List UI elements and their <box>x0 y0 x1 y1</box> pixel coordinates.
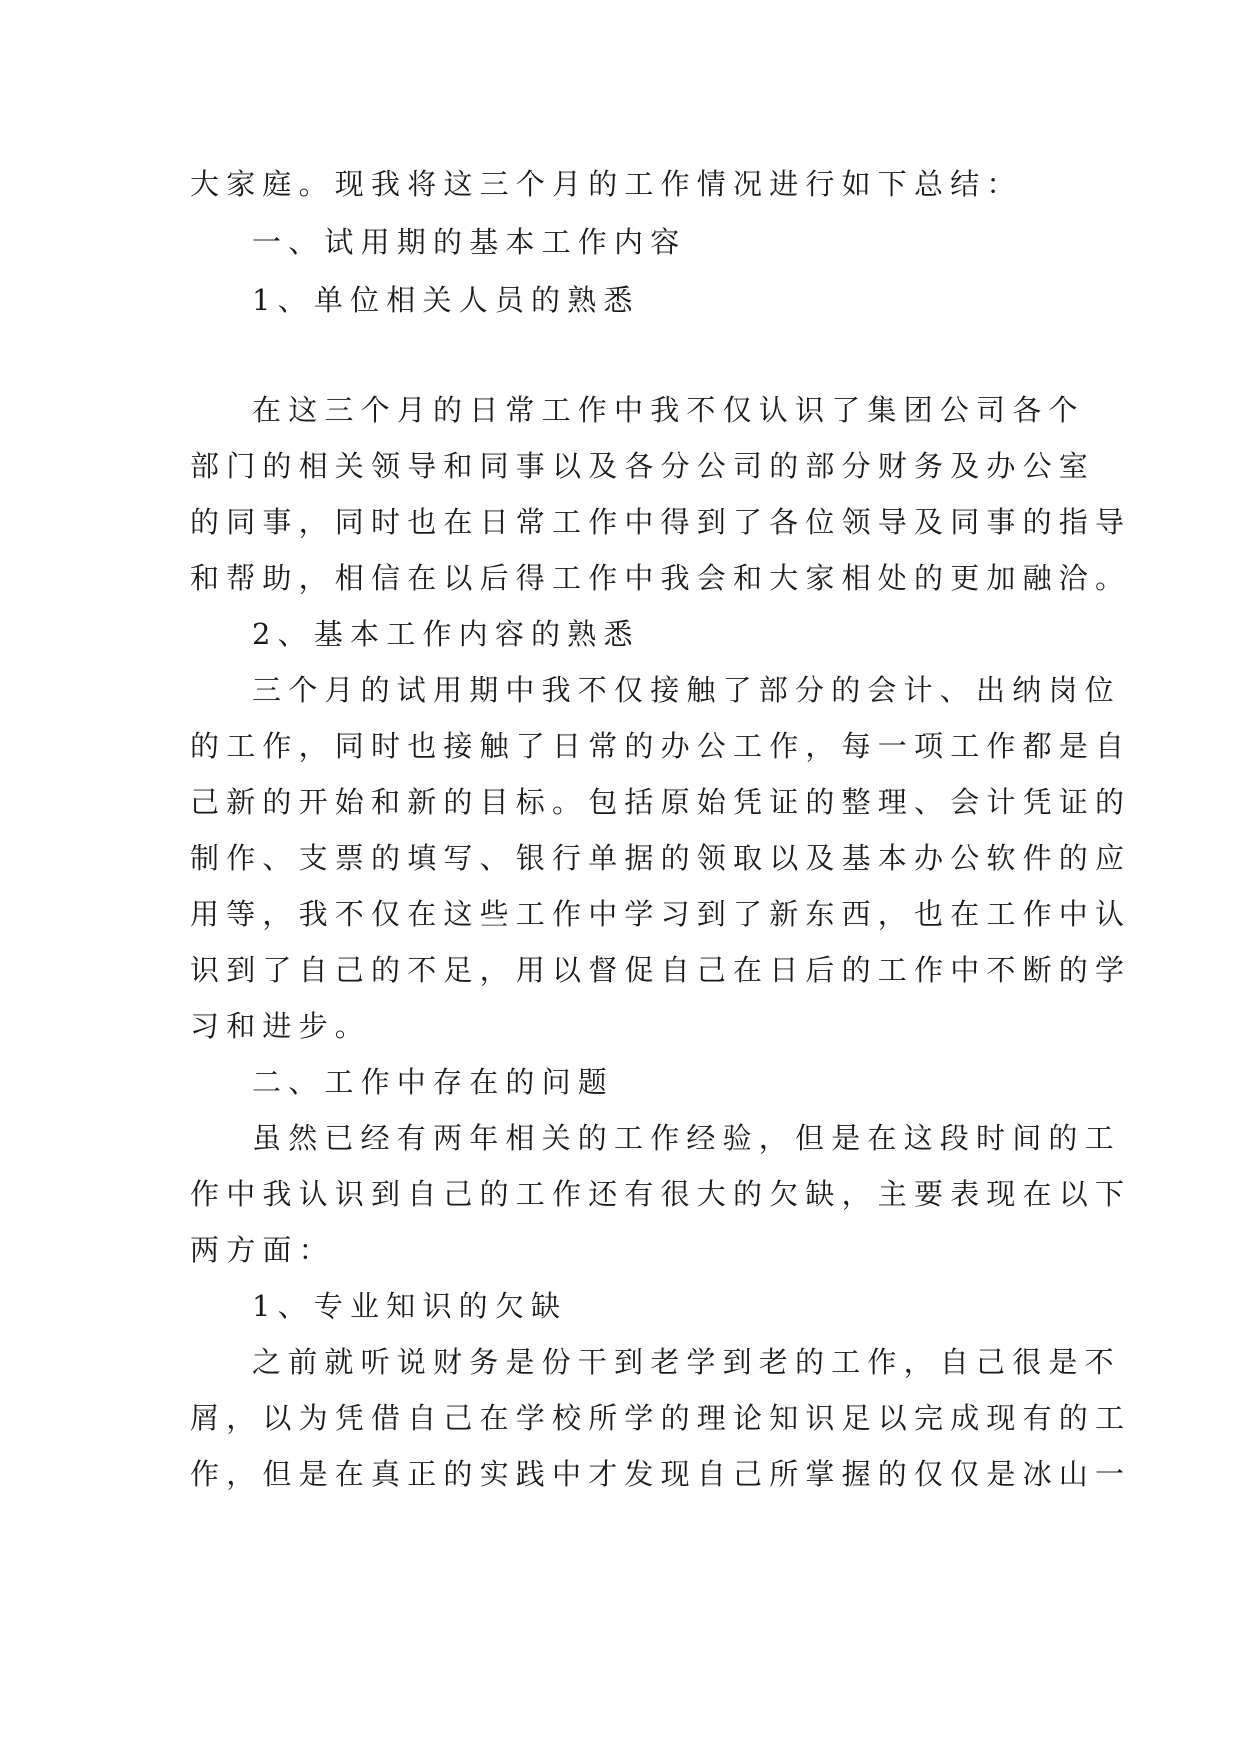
text-line: 的工作，同时也接触了日常的办公工作，每一项工作都是自 <box>190 729 1132 763</box>
text-line: 习和进步。 <box>190 1009 372 1043</box>
text-line: 在这三个月的日常工作中我不仅认识了集团公司各个 <box>252 393 1085 427</box>
text-line: 大家庭。现我将这三个月的工作情况进行如下总结： <box>190 167 1023 201</box>
text-line: 的同事，同时也在日常工作中得到了各位领导及同事的指导 <box>190 505 1132 539</box>
text-line: 和帮助，相信在以后得工作中我会和大家相处的更加融洽。 <box>190 561 1132 595</box>
section-heading: 一、试用期的基本工作内容 <box>252 225 687 259</box>
text-line: 己新的开始和新的目标。包括原始凭证的整理、会计凭证的 <box>190 785 1132 819</box>
text-line: 用等，我不仅在这些工作中学习到了新东西，也在工作中认 <box>190 897 1132 931</box>
text-line: 作，但是在真正的实践中才发现自己所掌握的仅仅是冰山一 <box>190 1457 1132 1491</box>
section-heading: 二、工作中存在的问题 <box>252 1065 615 1099</box>
text-line: 制作、支票的填写、银行单据的领取以及基本办公软件的应 <box>190 841 1132 875</box>
subsection-heading: 1、专业知识的欠缺 <box>252 1289 568 1323</box>
text-line: 识到了自己的不足，用以督促自己在日后的工作中不断的学 <box>190 953 1132 987</box>
text-line: 三个月的试用期中我不仅接触了部分的会计、出纳岗位 <box>252 673 1121 707</box>
text-line: 之前就听说财务是份干到老学到老的工作，自己很是不 <box>252 1345 1121 1379</box>
text-line: 两方面： <box>190 1233 335 1267</box>
text-line: 部门的相关领导和同事以及各分公司的部分财务及办公室 <box>190 449 1096 483</box>
text-line: 作中我认识到自己的工作还有很大的欠缺，主要表现在以下 <box>190 1177 1132 1211</box>
text-line: 虽然已经有两年相关的工作经验，但是在这段时间的工 <box>252 1121 1121 1155</box>
subsection-heading: 2、基本工作内容的熟悉 <box>252 617 640 651</box>
subsection-heading: 1、单位相关人员的熟悉 <box>252 283 640 317</box>
text-line: 屑，以为凭借自己在学校所学的理论知识足以完成现有的工 <box>190 1401 1132 1435</box>
